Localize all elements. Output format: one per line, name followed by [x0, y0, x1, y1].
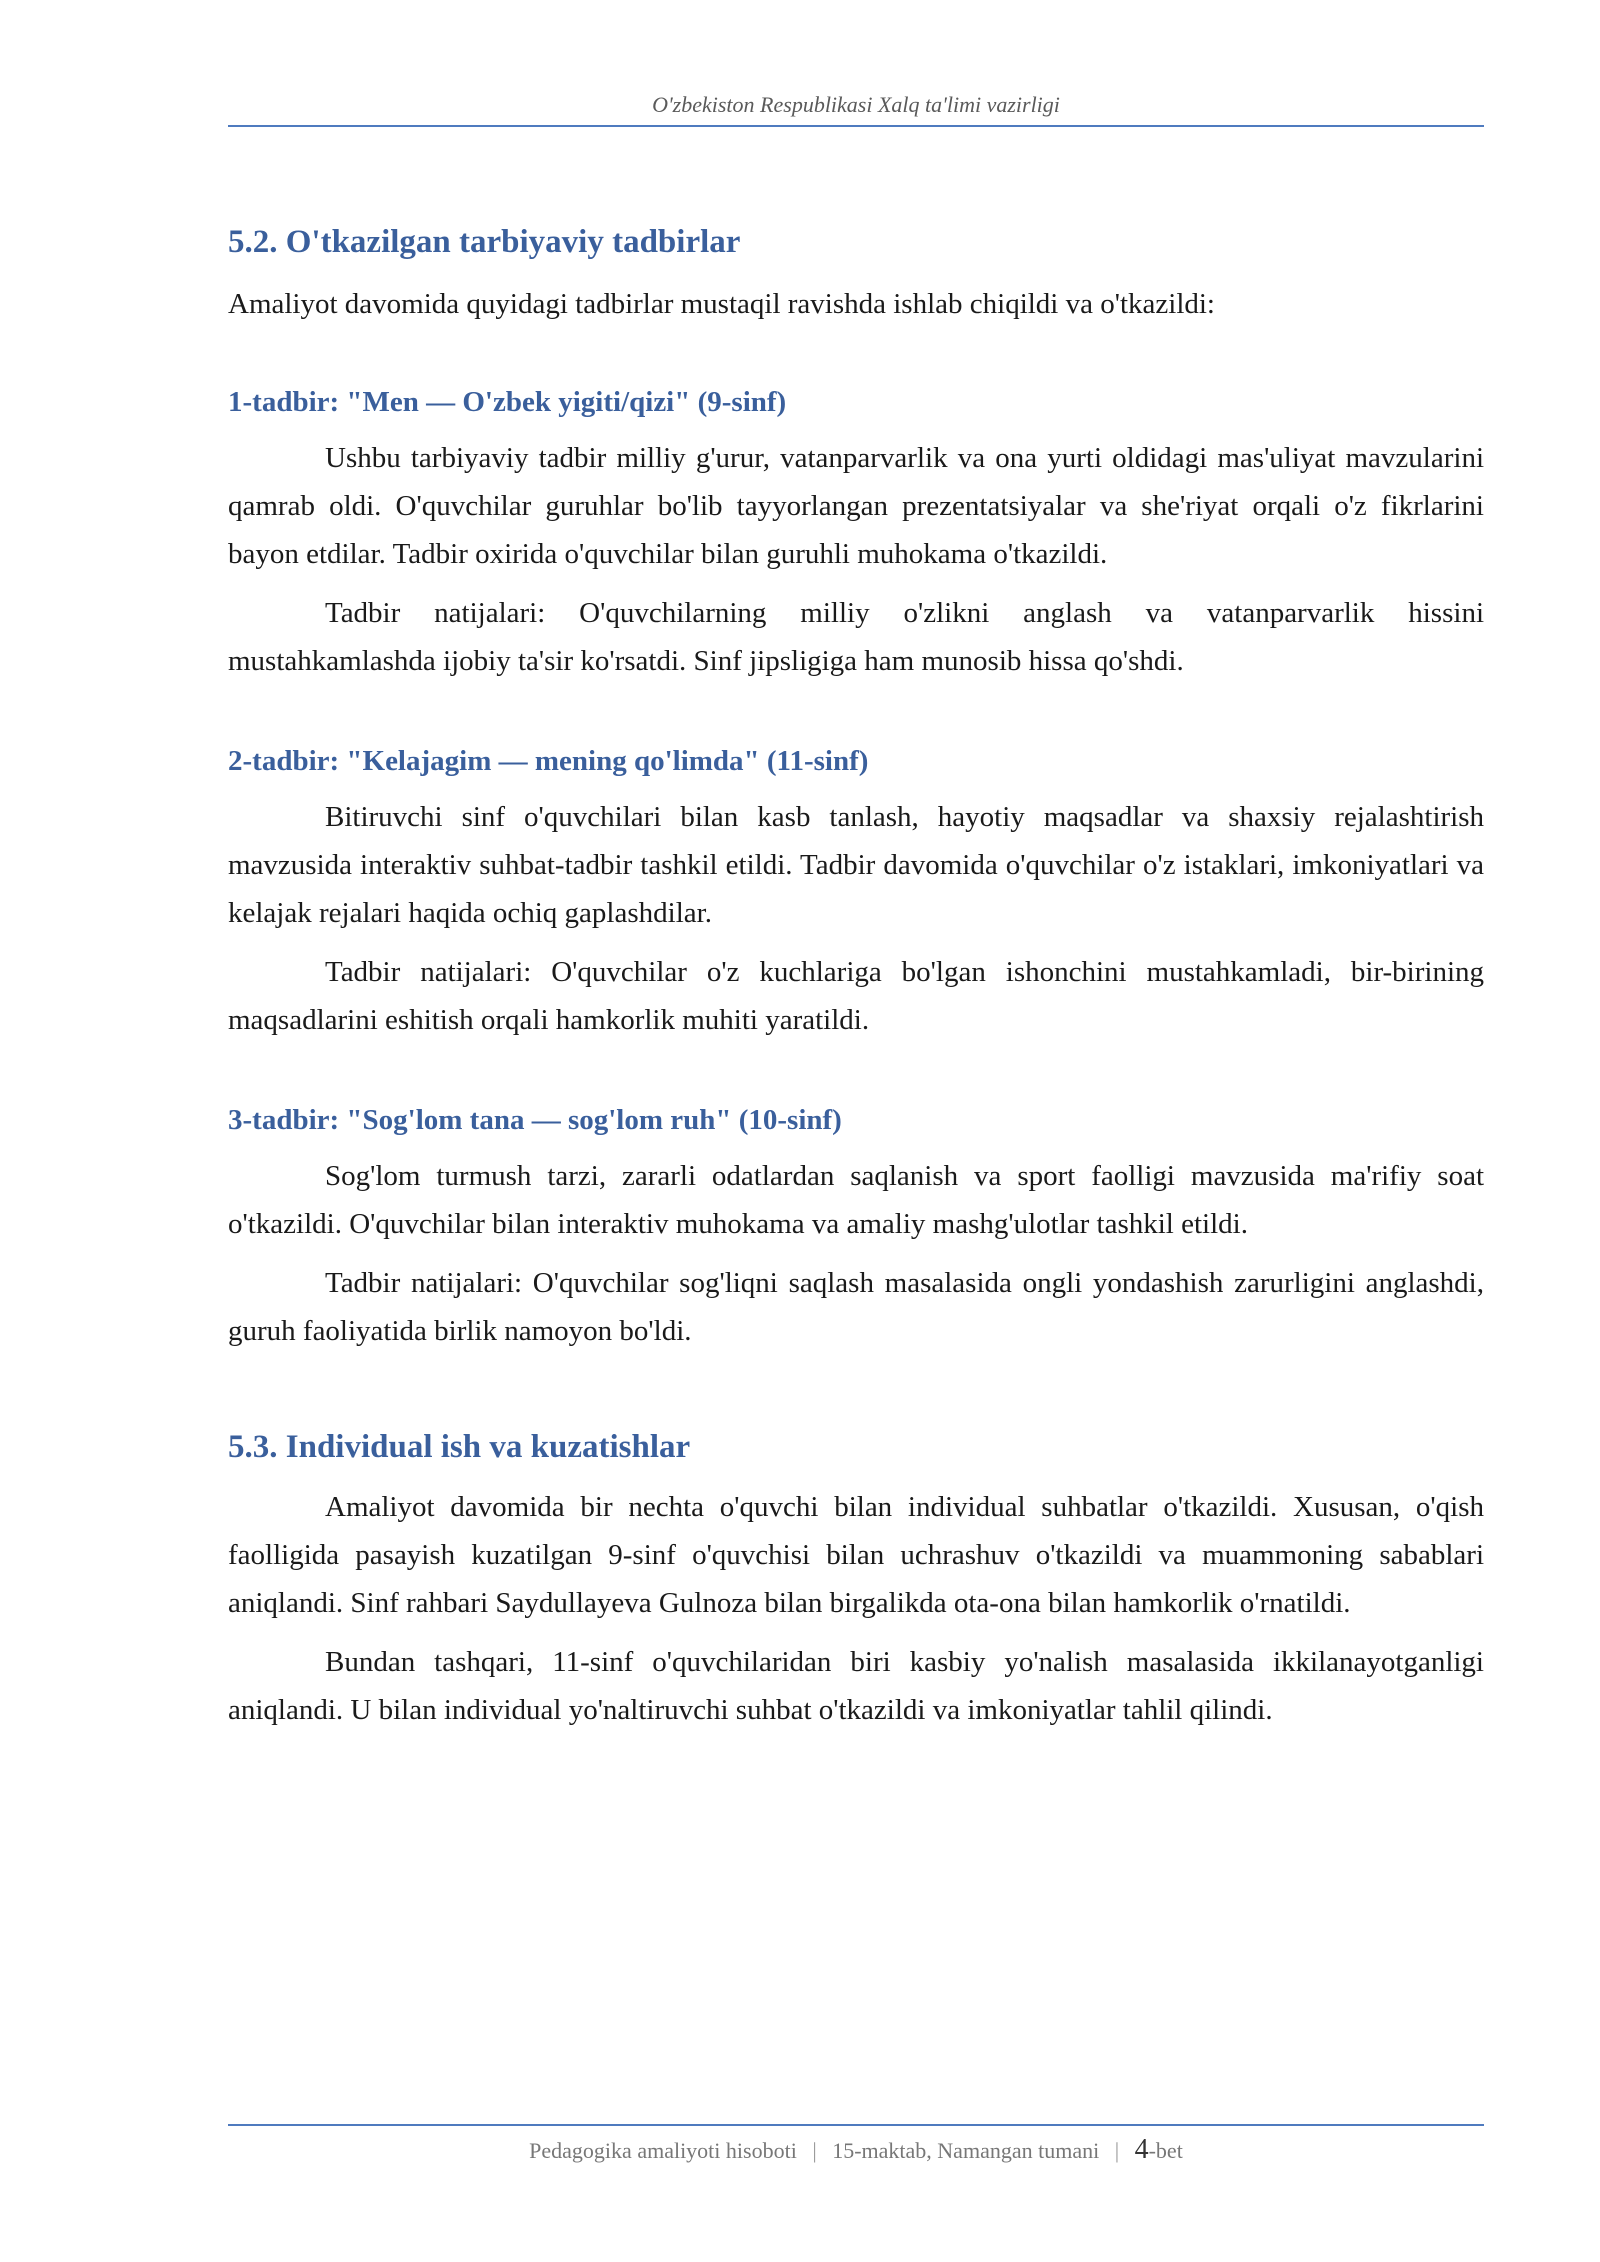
- event-3-results: Tadbir natijalari: O'quvchilar sog'liqni saqlash masalasida ongli yondashish zarurligini anglashdi, guruh faoliyatida birlik namoyon bo'ldi.: [228, 1267, 1484, 1347]
- page-header: O'zbekiston Respublikasi Xalq ta'limi vazirligi: [652, 92, 1060, 117]
- footer-report-title: Pedagogika amaliyoti hisoboti: [529, 2138, 797, 2163]
- section-5-2-title: 5.2. O'tkazilgan tarbiyaviy tadbirlar: [228, 224, 741, 260]
- event-2-title: 2-tadbir: "Kelajagim — mening qo'limda" (11-sinf): [228, 745, 869, 777]
- page-number-suffix: -bet: [1148, 2138, 1183, 2163]
- footer-divider: [228, 2124, 1484, 2126]
- section-5-3-title: 5.3. Individual ish va kuzatishlar: [228, 1429, 691, 1465]
- event-1-results: Tadbir natijalari: O'quvchilarning milliy o'zlikni anglash va vatanparvarlik hissini mustahkamlashda ijobiy ta'sir ko'rsatdi. Sinf jipsligiga ham munosib hissa qo'shdi.: [228, 597, 1484, 677]
- header-divider: [228, 125, 1484, 127]
- page-footer: [228, 2134, 1484, 2166]
- event-1-title: 1-tadbir: "Men — O'zbek yigiti/qizi" (9-sinf): [228, 386, 787, 418]
- section-5-2-intro: Amaliyot davomida quyidagi tadbirlar mustaqil ravishda ishlab chiqildi va o'tkazildi:: [228, 288, 1215, 320]
- section-5-3-paragraph: Bundan tashqari, 11-sinf o'quvchilaridan biri kasbiy yo'nalish masalasida ikkilanayotganligi aniqlandi. U bilan individual yo'naltiruvchi suhbat o'tkazildi va imkoniyatlar tahlil qilindi.: [228, 1646, 1484, 1726]
- event-2-results: Tadbir natijalari: O'quvchilar o'z kuchlariga bo'lgan ishonchini mustahkamladi, bir-birining maqsadlarini eshitish orqali hamkorlik muhiti yaratildi.: [228, 956, 1484, 1036]
- footer-separator: |: [1114, 2138, 1120, 2163]
- event-1-description: Ushbu tarbiyaviy tadbir milliy g'urur, vatanparvarlik va ona yurti oldidagi mas'uliyat mavzularini qamrab oldi. O'quvchilar guruhlar bo'lib tayyorlangan prezentatsiyalar va she'riyat orqali o'z fikrlarini bayon etdilar. Tadbir oxirida o'quvchilar bilan guruhli muhokama o'tkazildi.: [228, 442, 1484, 570]
- event-2-description: Bitiruvchi sinf o'quvchilari bilan kasb tanlash, hayotiy maqsadlar va shaxsiy rejalashtirish mavzusida interaktiv suhbat-tadbir tashkil etildi. Tadbir davomida o'quvchilar o'z istaklari, imkoniyatlari va kelajak rejalari haqida ochiq gaplashdilar.: [228, 801, 1484, 929]
- page-number: 4: [1134, 2134, 1149, 2165]
- page-content: [228, 218, 1484, 1734]
- event-3-title: 3-tadbir: "Sog'lom tana — sog'lom ruh" (10-sinf): [228, 1104, 842, 1136]
- footer-school: 15-maktab, Namangan tumani: [832, 2138, 1100, 2163]
- footer-separator: |: [812, 2138, 817, 2163]
- event-3-description: Sog'lom turmush tarzi, zararli odatlardan saqlanish va sport faolligi mavzusida ma'rifiy soat o'tkazildi. O'quvchilar bilan interaktiv muhokama va amaliy mashg'ulotlar tashkil etildi.: [228, 1160, 1484, 1240]
- section-5-3-paragraph: Amaliyot davomida bir nechta o'quvchi bilan individual suhbatlar o'tkazildi. Xususan, o'qish faolligida pasayish kuzatilgan 9-sinf o'quvchisi bilan uchrashuv o'tkazildi va muammoning sabablari aniqlandi. Sinf rahbari Saydullayeva Gulnoza bilan birgalikda ota-ona bilan hamkorlik o'rnatildi.: [228, 1491, 1484, 1619]
